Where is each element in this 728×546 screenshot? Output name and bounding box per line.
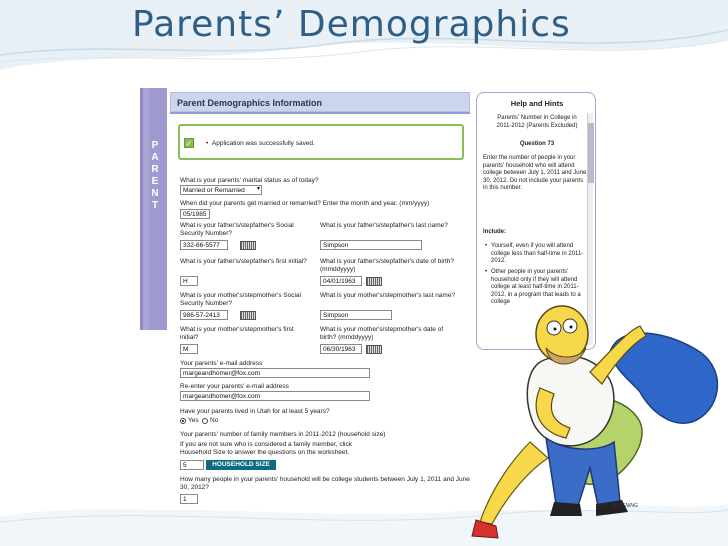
checkmark-icon: ✓: [185, 139, 193, 148]
household-size-button[interactable]: HOUSEHOLD SIZE: [206, 460, 276, 470]
father-initial-input[interactable]: H: [180, 276, 198, 286]
help-subtitle: Parents' Number in College in 2011-2012 (Parents Excluded): [496, 115, 578, 129]
mother-ssn-input[interactable]: 986-57-2413: [180, 310, 228, 320]
help-scrollbar-thumb[interactable]: [588, 123, 594, 183]
mother-dob-label: What is your mother's/stepmother's date of birth? (mmddyyyy): [320, 326, 444, 341]
calendar-icon[interactable]: [366, 277, 382, 286]
father-last-name-input[interactable]: Simpson: [320, 240, 422, 250]
marital-status-value: Married or Remarried: [183, 187, 245, 194]
married-date-label: When did your parents get married or remarried? Enter the month and year. (mm/yyyy): [180, 200, 430, 207]
utah-residency-label: Have your parents lived in Utah for at least 5 years?: [180, 408, 330, 415]
help-bullet: • Yourself, even if you will attend college less than half-time in 2011-2012.: [485, 243, 585, 266]
calendar-icon[interactable]: [366, 345, 382, 354]
mother-initial-input[interactable]: M: [180, 344, 198, 354]
utah-yes-radio[interactable]: [180, 418, 186, 424]
side-letter: P: [151, 140, 159, 151]
father-last-name-label: What is your father's/stepfather's last name?: [320, 222, 448, 229]
side-letter: R: [151, 164, 159, 175]
father-initial-label: What is your father's/stepfather's first initial?: [180, 258, 307, 265]
side-letter: A: [151, 152, 159, 163]
father-ssn-input[interactable]: 332-66-5577: [180, 240, 228, 250]
email-confirm-input[interactable]: margeandhomer@fox.com: [180, 391, 370, 401]
marital-status-label: What is your parents' marital status as of today?: [180, 177, 319, 184]
utah-yes-label: Yes: [188, 417, 199, 424]
father-ssn-label: What is your father's/stepfather's Social Security Number?: [180, 222, 294, 237]
keypad-icon[interactable]: [240, 311, 256, 320]
email-label: Your parents' e-mail address: [180, 360, 263, 367]
artist-credit: MATT GROENING: [596, 503, 638, 509]
mother-last-name-label: What is your mother's/stepmother's last name?: [320, 292, 456, 299]
mother-ssn-label: What is your mother's/stepmother's Social Security Number?: [180, 292, 301, 307]
side-letter: E: [151, 176, 159, 187]
father-dob-label: What is your father's/stepfather's date of birth? (mmddyyyy): [320, 258, 454, 273]
slide-title: Parents’ Demographics: [132, 4, 571, 45]
help-include-label: Include:: [483, 229, 507, 235]
success-message-text: Application was successfully saved.: [211, 140, 315, 147]
success-message: [206, 140, 315, 147]
father-dob-input[interactable]: 04/01/1963: [320, 276, 362, 286]
utah-no-label: No: [210, 417, 219, 424]
mother-last-name-input[interactable]: Simpson: [320, 310, 392, 320]
form-header: Parent Demographics Information: [170, 92, 470, 112]
email-confirm-label: Re-enter your parents' e-mail address: [180, 383, 289, 390]
parent-side-tab[interactable]: [140, 88, 164, 330]
help-title: Help and Hints: [510, 99, 564, 108]
married-date-input[interactable]: 05/1985: [180, 209, 210, 219]
header-divider: [170, 112, 470, 114]
family-members-label: Your parents' number of family members in 2011-2012 (household size): [180, 431, 386, 438]
marital-status-select[interactable]: [180, 185, 262, 195]
family-size-input[interactable]: 5: [180, 460, 204, 470]
success-message-box: [178, 124, 464, 160]
utah-no-radio[interactable]: [202, 418, 208, 424]
help-question-number: Question 73: [519, 141, 555, 147]
mother-initial-label: What is your mother's/stepmother's first initial?: [180, 326, 294, 341]
keypad-icon[interactable]: [240, 241, 256, 250]
mother-dob-input[interactable]: 06/30/1963: [320, 344, 362, 354]
side-letter: T: [151, 200, 159, 211]
college-students-input[interactable]: 1: [180, 494, 198, 504]
college-students-label: How many people in your parents' household will be college students between July 1, 2011 and June 30, 2012?: [180, 476, 470, 491]
help-bullet: • Other people in your parents' household only if they will attend college at least half-time in 2011-2012, in a program that leads to a college: [485, 269, 585, 307]
email-input[interactable]: margeandhomer@fox.com: [180, 368, 370, 378]
side-letter: N: [151, 188, 159, 199]
help-body-text: Enter the number of people in your parents' household who will attend college between July 1, 2011 and June 30, 2012. Do not include your parents in this number.: [483, 155, 587, 191]
family-members-note: If you are not sure who is considered a family member, click Household Size to answer the questions on the worksheet.: [180, 441, 352, 456]
chevron-down-icon: ▾: [256, 186, 260, 192]
bullet-icon: •: [206, 140, 212, 147]
